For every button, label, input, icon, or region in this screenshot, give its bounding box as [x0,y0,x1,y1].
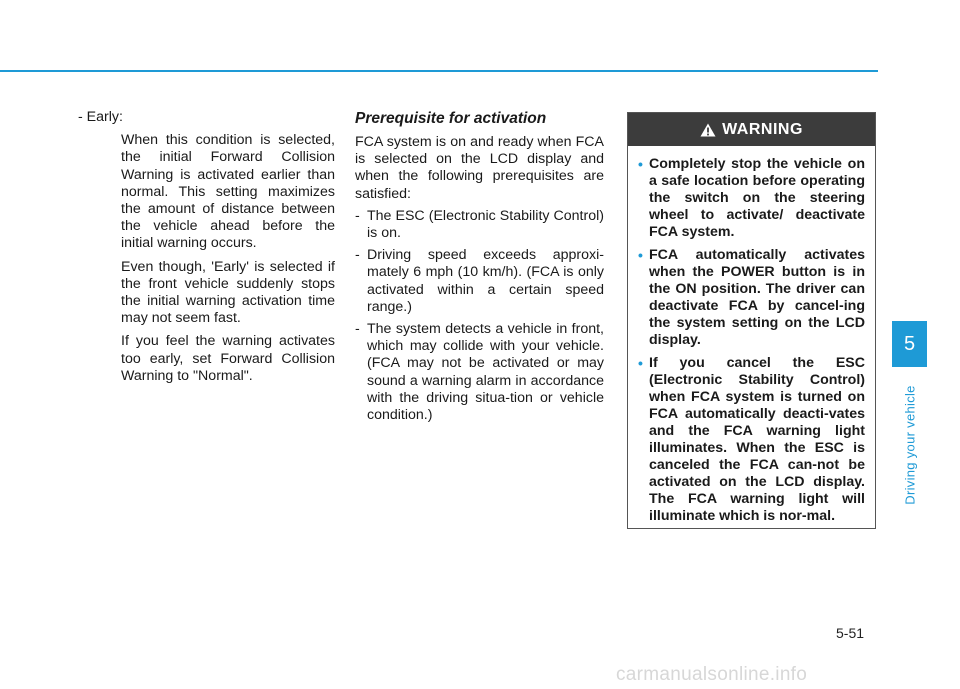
warning-list [628,146,875,525]
left-column [78,109,335,385]
list-item-text: The system detects a vehicle in front, which may collide with your vehicle. (FCA may not be activated or may sound a warning alarm in accordance with the driving situa-tion or vehicle condition.) [367,321,604,424]
list-item [355,247,604,316]
warning-triangle-icon [700,123,716,137]
bullet-icon: • [638,355,643,371]
page-number: 5-51 [836,625,865,641]
watermark: carmanualsonline.info [616,664,808,685]
warning-item [638,355,865,525]
list-item [355,321,604,424]
header-rule [0,70,878,72]
dash: - [355,321,360,338]
middle-column [355,109,604,424]
list-item-text: The ESC (Electronic Stability Control) is on. [367,207,604,242]
chapter-title: Driving your vehicle [902,385,918,505]
section-heading: Prerequisite for activation [355,110,547,127]
paragraph: When this condition is selected, the initial Forward Collision Warning is activated earlier than normal. This setting maximizes the amount of distance between the vehicle ahead before the initial warning occurs. [121,132,335,252]
warning-title: WARNING [722,120,803,138]
chapter-tab [892,321,927,367]
list-item [355,208,604,242]
intro-paragraph: FCA system is on and ready when FCA is selected on the LCD display and when the following prerequisites are satisfied: [355,134,604,202]
warning-item-text: If you cancel the ESC (Electronic Stability Control) when FCA system is turned on FCA automatically deacti-vates and the FCA warning light illuminates. When the ESC is canceled the FCA can-not be activated on the LCD display. The FCA warning light will illuminate which is nor-mal. [649,355,865,524]
warning-box [627,112,876,529]
warning-item [638,247,865,349]
warning-header [628,113,875,146]
dash: - [355,247,360,264]
paragraph: Even though, 'Early' is selected if the front vehicle suddenly stops the initial warning activation time may not seem fast. [121,258,335,327]
chapter-title-vertical [887,380,933,510]
paragraph: If you feel the warning activates too early, set Forward Collision Warning to "Normal". [121,333,335,384]
bullet-icon: • [638,247,643,263]
bullet-icon: • [638,156,643,172]
dash: - [355,207,360,224]
list-item-text: Driving speed exceeds approxi-mately 6 mph (10 km/h). (FCA is only activated within a certain speed range.) [367,247,604,315]
warning-item-text: FCA automatically activates when the POWER button is in the ON position. The driver can deactivate FCA by cancel-ing the system setting on the LCD display. [649,247,865,348]
chapter-number: 5 [903,332,916,355]
early-label: - Early: [78,109,123,125]
warning-item-text: Completely stop the vehicle on a safe location before operating the switch on the steering wheel to activate/ deactivate FCA system. [649,156,865,240]
warning-item [638,156,865,241]
